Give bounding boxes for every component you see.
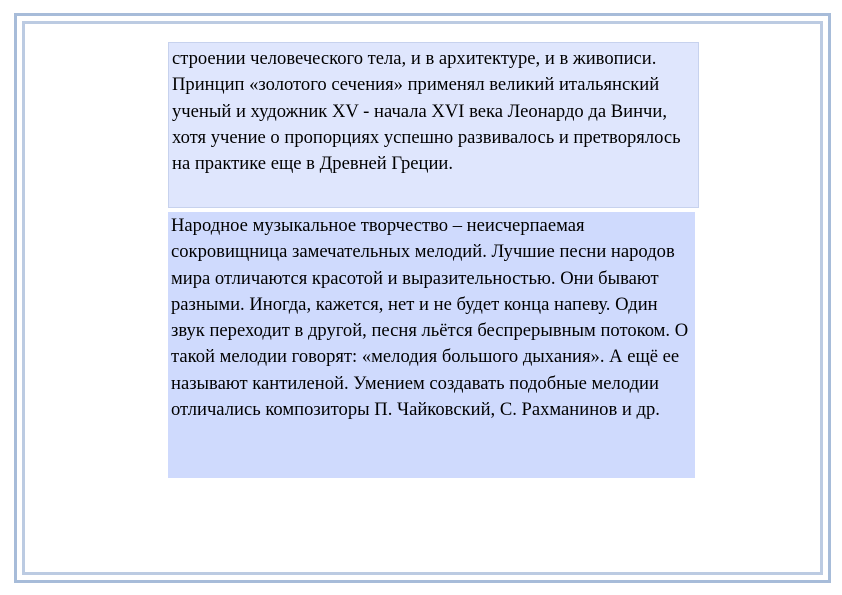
text-box-golden-ratio: строении человеческого тела, и в архитектуре, и в живописи. Принцип «золотого сечения» применял великий итальянский ученый и художник XV - начала XVI века Леонардо да Винчи, хотя учение о пропорциях успешно развивалось и претворялось на практике еще в Древней Греции. xyxy=(168,42,699,208)
text-box-folk-music: Народное музыкальное творчество – неисчерпаемая сокровищница замечательных мелодий. Лучшие песни народов мира отличаются красотой и выразительностью. Они бывают разными. Иногда, кажется, нет и не будет конца напеву. Один звук переходит в другой, песня льётся беспрерывным потоком. О такой мелодии говорят: «мелодия большого дыхания». А ещё ее называют кантиленой. Умением создавать подобные мелодии отличались композиторы П. Чайковский, С. Рахманинов и др. xyxy=(168,212,695,478)
